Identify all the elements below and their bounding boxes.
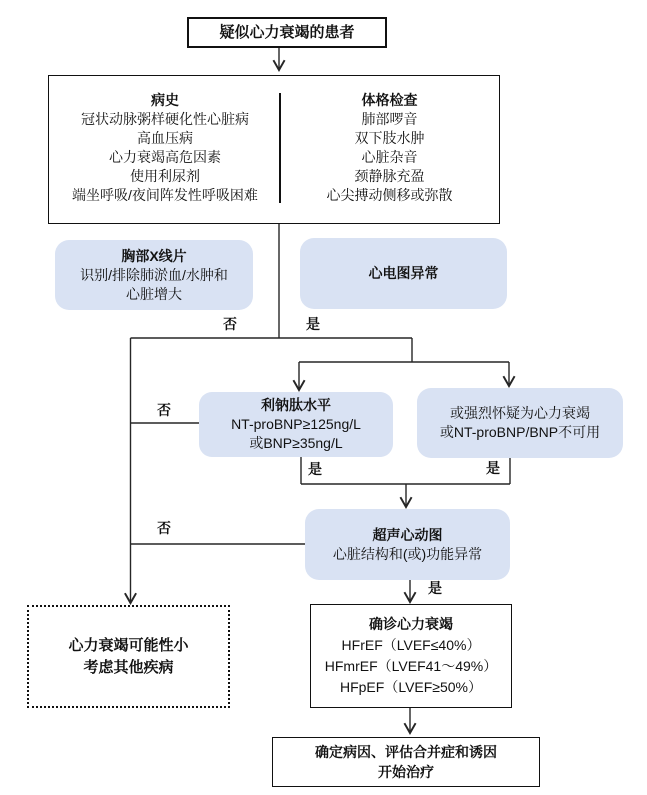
echo-line: 心脏结构和(或)功能异常	[332, 545, 483, 562]
suspicion-line: 或强烈怀疑为心力衰竭	[450, 405, 590, 421]
node-strong-suspicion	[417, 388, 623, 458]
column-divider	[279, 93, 281, 203]
history-item: 端坐呼吸/夜间阵发性呼吸困难	[72, 187, 258, 203]
natriuretic-line: NT-proBNP≥125ng/L	[231, 416, 361, 432]
node-confirmed-heart-failure	[310, 604, 512, 708]
node-ecg-abnormal	[300, 238, 507, 309]
physical-exam-item: 双下肢水肿	[354, 130, 425, 146]
history-item: 高血压病	[137, 130, 193, 146]
history-item: 心力衰竭高危因素	[109, 149, 221, 165]
physical-exam-item: 颈静脉充盈	[354, 168, 425, 184]
node-heart-failure-unlikely	[27, 605, 230, 708]
confirmed-line: HFpEF（LVEF≥50%）	[339, 679, 483, 695]
history-item: 使用利尿剂	[130, 168, 200, 184]
node-begin-treatment	[272, 737, 540, 787]
branch-label-yes: 是	[428, 580, 442, 596]
physical-exam-item: 心脏杂音	[361, 149, 418, 165]
treatment-line: 确定病因、评估合并症和诱因	[315, 744, 497, 760]
confirmed-line: HFmrEF（LVEF41～49%）	[324, 658, 498, 674]
natriuretic-heading: 利钠肽水平	[261, 397, 331, 413]
history-column	[51, 91, 279, 205]
branch-label-yes: 是	[306, 316, 320, 332]
suspicion-line: 或NT-proBNP/BNP不可用	[439, 424, 601, 440]
physical-exam-item: 心尖搏动侧移或弥散	[326, 187, 453, 203]
node-chest-xray	[55, 240, 253, 310]
confirmed-line: HFrEF（LVEF≤40%）	[341, 637, 481, 653]
history-item: 冠状动脉粥样硬化性心脏病	[81, 111, 249, 127]
branch-label-yes: 是	[486, 460, 500, 476]
branch-label-no: 否	[157, 402, 171, 418]
echo-heading: 超声心动图	[372, 526, 443, 543]
node-suspected-patient	[187, 17, 387, 48]
node-natriuretic-peptide	[199, 392, 393, 457]
ecg-label: 心电图异常	[368, 265, 439, 281]
branch-label-yes: 是	[308, 461, 322, 477]
confirmed-heading: 确诊心力衰竭	[369, 616, 453, 632]
chest-xray-heading: 胸部X线片	[121, 247, 187, 264]
physical-exam-column	[282, 91, 497, 205]
chest-xray-line: 识别/排除肺淤血/水肿和	[80, 266, 228, 283]
unlikely-line: 心力衰竭可能性小	[68, 636, 189, 654]
natriuretic-line: 或BNP≥35ng/L	[249, 435, 343, 451]
node-echocardiogram	[305, 509, 510, 580]
treatment-line: 开始治疗	[378, 764, 434, 780]
branch-label-no: 否	[157, 520, 171, 536]
node-history-and-physical	[48, 75, 500, 224]
suspected-patient-label: 疑似心力衰竭的患者	[219, 24, 355, 41]
chest-xray-line: 心脏增大	[126, 285, 182, 302]
history-heading: 病史	[151, 92, 179, 108]
unlikely-line: 考虑其他疾病	[83, 658, 174, 676]
physical-exam-heading: 体格检查	[361, 92, 418, 108]
branch-label-no: 否	[223, 316, 237, 332]
physical-exam-item: 肺部啰音	[361, 111, 418, 127]
